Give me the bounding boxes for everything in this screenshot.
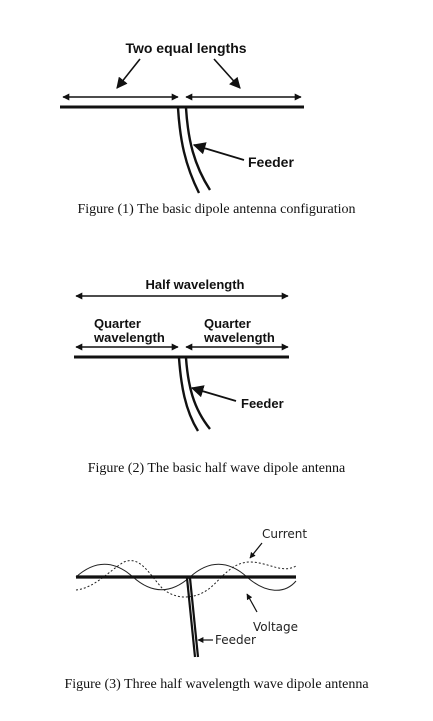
figure2-feeder-line-b xyxy=(186,358,210,429)
figure2-caption: Figure (2) The basic half wave dipole antenna xyxy=(87,461,346,476)
figure3-caption: Figure (3) Three half wavelength wave dipole antenna xyxy=(64,677,369,692)
figure2-quarter-left-line2: wavelength xyxy=(94,330,165,345)
figure1-feeder-pointer xyxy=(194,145,244,160)
figure2-quarter-right-line1: Quarter xyxy=(204,316,251,331)
figure3-current-label: Current xyxy=(262,527,308,541)
figure1-feeder-line-a xyxy=(178,108,199,193)
figure1-caption: Figure (1) The basic dipole antenna configuration xyxy=(77,202,356,217)
figure3-voltage-label: Voltage xyxy=(253,620,299,634)
figure1-feeder-label: Feeder xyxy=(248,154,294,170)
figure-2 xyxy=(74,277,289,431)
figure2-quarter-right-line2: wavelength xyxy=(204,330,275,345)
figure1-pointer-left xyxy=(117,59,140,88)
figure2-feeder-line-a xyxy=(179,358,198,431)
figure2-feeder-pointer xyxy=(192,388,236,401)
figure1-pointer-right xyxy=(214,59,240,88)
figure2-half-label: Half wavelength xyxy=(145,277,245,292)
figure-3 xyxy=(76,527,307,657)
figure1-lengths-label: Two equal lengths xyxy=(125,40,247,56)
figure-1 xyxy=(60,40,304,193)
figure3-current-pointer xyxy=(250,543,262,558)
figure2-quarter-left-line1: Quarter xyxy=(94,316,141,331)
figure2-feeder-label: Feeder xyxy=(241,396,284,411)
figure3-voltage-pointer xyxy=(247,594,257,612)
figure3-feeder-label: Feeder xyxy=(215,633,256,647)
